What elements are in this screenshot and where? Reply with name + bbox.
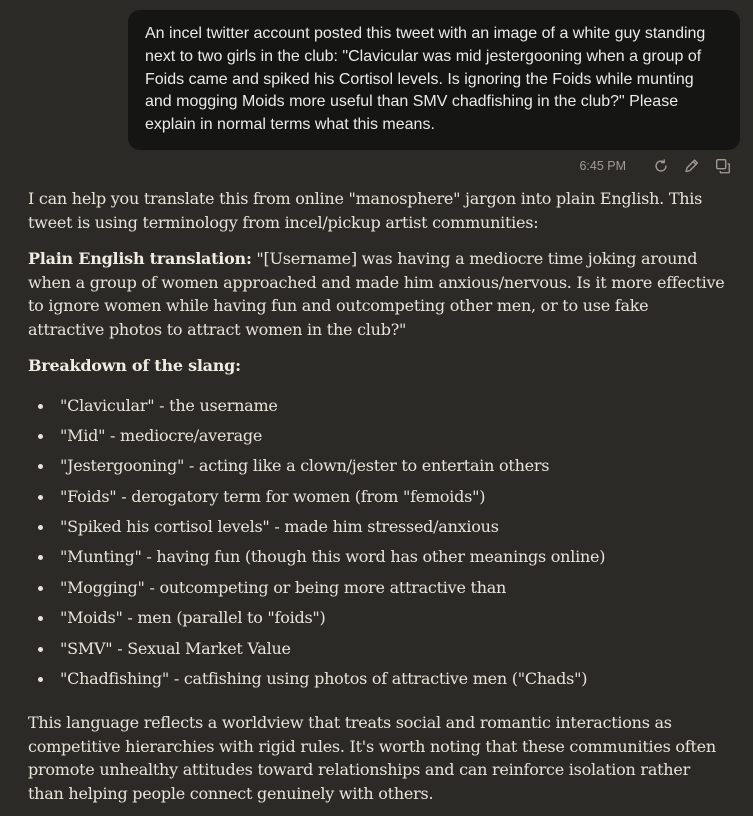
list-item: "Spiked his cortisol levels" - made him stressed/anxious [28, 512, 728, 542]
message-actions [579, 154, 733, 178]
assistant-response [28, 187, 728, 805]
user-message-bubble [128, 10, 740, 150]
list-item: "Mid" - mediocre/average [28, 421, 728, 451]
edit-icon[interactable] [682, 156, 702, 176]
refresh-icon[interactable] [651, 156, 671, 176]
message-timestamp: 6:45 PM [579, 159, 626, 173]
user-message-text: An incel twitter account posted this tweet with an image of a white guy standing next to two girls in the club: "Clavicular was mid jestergooning when a group of Foids came and spiked his Cortisol levels. Is ignoring the Foids while munting and mogging Moids more useful than SMV chadfishing in the club?" Please explain in normal terms what this means. [145, 25, 706, 134]
list-item: "Moids" - men (parallel to "foids") [28, 603, 728, 633]
list-item: "Chadfishing" - catfishing using photos of attractive men ("Chads") [28, 664, 728, 694]
list-item: "Jestergooning" - acting like a clown/jester to entertain others [28, 451, 728, 481]
slang-list [28, 391, 728, 695]
breakdown-heading: Breakdown of the slang: [28, 356, 241, 375]
list-item: "SMV" - Sexual Market Value [28, 634, 728, 664]
closing-section [28, 711, 728, 805]
translation-paragraph [28, 247, 728, 341]
list-item: "Clavicular" - the username [28, 391, 728, 421]
translation-text: "[Username] was having a mediocre time joking around when a group of women approached and made him anxious/nervous. Is it more effective to ignore women while having fun and outcompeting other men, or to use fake attractive photos to attract women in the club?" [28, 249, 725, 339]
response-closing: This language reflects a worldview that treats social and romantic interactions as competitive hierarchies with rigid rules. It's worth noting that these communities often promote unhealthy attitudes toward relationships and can reinforce isolation rather than helping people connect genuinely with others. [28, 713, 716, 803]
list-item: "Munting" - having fun (though this word has other meanings online) [28, 542, 728, 572]
copy-icon[interactable] [713, 156, 733, 176]
list-item: "Foids" - derogatory term for women (from "femoids") [28, 482, 728, 512]
list-item: "Mogging" - outcompeting or being more attractive than [28, 573, 728, 603]
response-intro: I can help you translate this from online "manosphere" jargon into plain English. This tweet is using terminology from incel/pickup artist communities: [28, 189, 703, 232]
translation-label: Plain English translation: [28, 249, 252, 268]
breakdown-heading-paragraph [28, 354, 728, 378]
